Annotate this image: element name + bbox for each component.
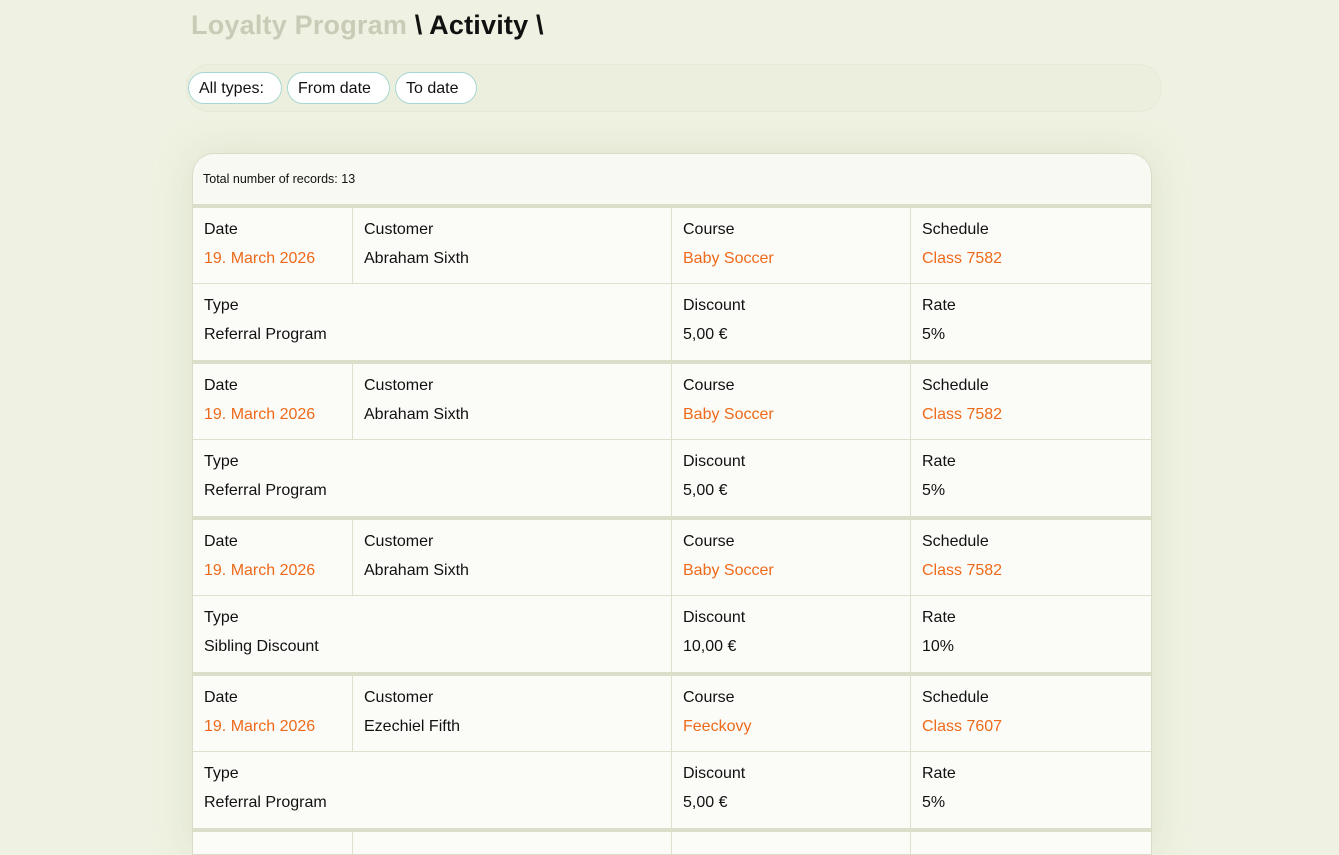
schedule-label: Schedule	[922, 689, 989, 706]
customer-value: Abraham Sixth	[364, 250, 469, 267]
schedule-cell	[911, 520, 1151, 596]
schedule-link[interactable]: Class 7582	[922, 250, 1003, 267]
course-label: Course	[683, 221, 735, 238]
rate-cell	[911, 284, 1151, 360]
records-card	[192, 153, 1152, 855]
customer-label: Customer	[364, 377, 434, 394]
discount-cell	[672, 284, 911, 360]
customer-cell	[353, 364, 672, 440]
type-value: Referral Program	[204, 794, 327, 811]
discount-label: Discount	[683, 609, 746, 626]
course-label: Course	[683, 533, 735, 550]
record-item	[193, 672, 1151, 828]
customer-cell	[353, 676, 672, 752]
discount-label: Discount	[683, 297, 746, 314]
discount-cell	[672, 440, 911, 516]
breadcrumb-separator: \	[536, 10, 544, 40]
course-label: Course	[683, 377, 735, 394]
customer-label: Customer	[364, 221, 434, 238]
schedule-link[interactable]: Class 7582	[922, 562, 1003, 579]
discount-value: 5,00 €	[683, 482, 728, 499]
page-title	[191, 10, 544, 41]
type-label: Type	[204, 297, 239, 314]
schedule-cell	[911, 676, 1151, 752]
schedule-link[interactable]: Class 7607	[922, 718, 1003, 735]
from-date-filter[interactable]: From date	[287, 72, 390, 104]
breadcrumb-loyalty-program[interactable]: Loyalty Program	[191, 10, 408, 40]
course-link[interactable]: Baby Soccer	[683, 562, 774, 579]
records-list	[193, 204, 1151, 855]
rate-value: 5%	[922, 482, 946, 499]
record-item	[193, 516, 1151, 672]
schedule-label: Schedule	[922, 221, 989, 238]
discount-cell	[672, 596, 911, 672]
date-cell	[193, 676, 353, 752]
breadcrumb-separator: \	[414, 10, 423, 40]
date-label: Date	[204, 377, 238, 394]
type-value: Referral Program	[204, 326, 327, 343]
rate-cell	[911, 752, 1151, 828]
schedule-label: Schedule	[922, 533, 989, 550]
type-value: Referral Program	[204, 482, 327, 499]
schedule-cell	[911, 364, 1151, 440]
date-label: Date	[204, 689, 238, 706]
discount-label: Discount	[683, 453, 746, 470]
type-value: Sibling Discount	[204, 638, 319, 655]
schedule-cell	[911, 208, 1151, 284]
filter-bar	[186, 64, 1162, 112]
record-item	[193, 360, 1151, 516]
discount-value: 10,00 €	[683, 638, 737, 655]
customer-value: Ezechiel Fifth	[364, 718, 461, 735]
rate-cell	[911, 596, 1151, 672]
to-date-filter[interactable]: To date	[395, 72, 477, 104]
discount-value: 5,00 €	[683, 326, 728, 343]
type-filter-button[interactable]: All types:	[188, 72, 282, 104]
rate-label: Rate	[922, 609, 956, 626]
date-link[interactable]: 19. March 2026	[204, 406, 316, 423]
type-label: Type	[204, 609, 239, 626]
date-link[interactable]: 19. March 2026	[204, 562, 316, 579]
customer-cell	[353, 520, 672, 596]
total-records: Total number of records: 13	[203, 172, 356, 186]
course-cell	[672, 364, 911, 440]
schedule-cell	[911, 832, 1151, 855]
customer-value: Abraham Sixth	[364, 406, 469, 423]
date-link[interactable]: 19. March 2026	[204, 250, 316, 267]
course-cell	[672, 520, 911, 596]
rate-label: Rate	[922, 453, 956, 470]
discount-value: 5,00 €	[683, 794, 728, 811]
customer-cell	[353, 208, 672, 284]
course-link[interactable]: Feeckovy	[683, 718, 752, 735]
schedule-link[interactable]: Class 7582	[922, 406, 1003, 423]
schedule-label: Schedule	[922, 377, 989, 394]
course-cell	[672, 832, 911, 855]
date-label: Date	[204, 533, 238, 550]
rate-cell	[911, 440, 1151, 516]
type-cell	[193, 440, 672, 516]
type-cell	[193, 284, 672, 360]
rate-value: 5%	[922, 326, 946, 343]
customer-cell	[353, 832, 672, 855]
course-cell	[672, 676, 911, 752]
course-link[interactable]: Baby Soccer	[683, 250, 774, 267]
rate-value: 10%	[922, 638, 955, 655]
date-cell	[193, 208, 353, 284]
customer-value: Abraham Sixth	[364, 562, 469, 579]
record-item	[193, 204, 1151, 360]
discount-cell	[672, 752, 911, 828]
record-item-partial	[193, 828, 1151, 855]
type-cell	[193, 752, 672, 828]
rate-label: Rate	[922, 297, 956, 314]
type-cell	[193, 596, 672, 672]
type-label: Type	[204, 765, 239, 782]
type-label: Type	[204, 453, 239, 470]
breadcrumb-current: Activity	[429, 10, 529, 40]
date-label: Date	[204, 221, 238, 238]
date-cell	[193, 832, 353, 855]
discount-label: Discount	[683, 765, 746, 782]
rate-label: Rate	[922, 765, 956, 782]
course-label: Course	[683, 689, 735, 706]
customer-label: Customer	[364, 689, 434, 706]
date-cell	[193, 520, 353, 596]
course-cell	[672, 208, 911, 284]
customer-label: Customer	[364, 533, 434, 550]
date-link[interactable]: 19. March 2026	[204, 718, 316, 735]
date-cell	[193, 364, 353, 440]
course-link[interactable]: Baby Soccer	[683, 406, 774, 423]
rate-value: 5%	[922, 794, 946, 811]
